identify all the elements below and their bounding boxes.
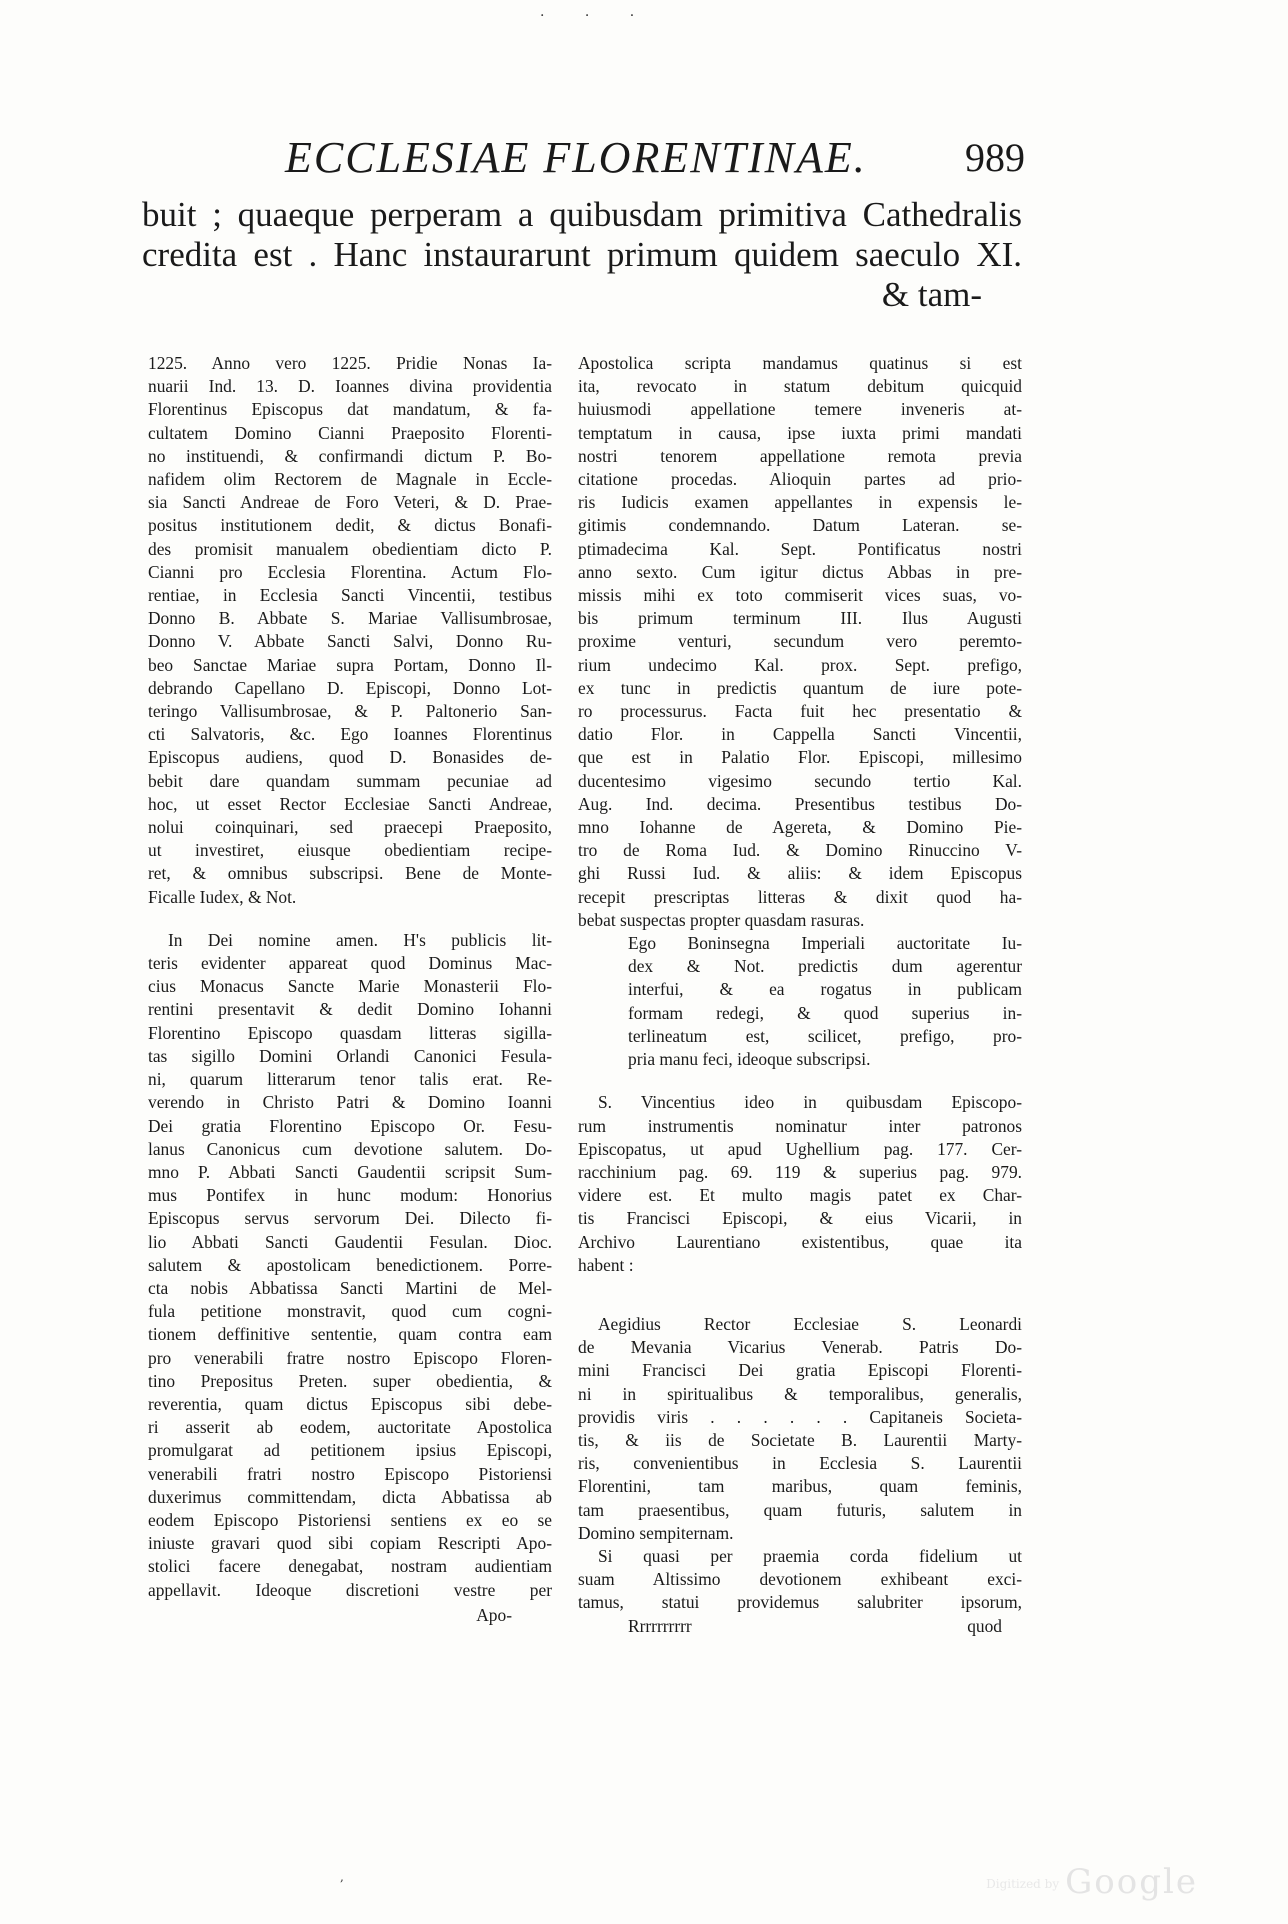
- text-line: cta nobis Abbatissa Sancti Martini de Mel-: [148, 1277, 552, 1298]
- charter-aegidius: [578, 1313, 1022, 1615]
- text-line: que est in Palatio Flor. Episcopi, millesimo: [578, 747, 1022, 768]
- note-line: habent :: [578, 1254, 634, 1275]
- text-line: des promisit manualem obedientiam dicto P.: [148, 538, 552, 559]
- text-line: tamus, statui providemus salubriter ipsorum,: [578, 1592, 1022, 1613]
- text-line: mini Francisci Dei gratia Episcopi Florenti-: [578, 1360, 1022, 1381]
- charter-continuation: [578, 352, 1022, 932]
- print-speck: ,: [340, 1870, 344, 1884]
- right-catchword: quod: [967, 1615, 1002, 1636]
- digitized-watermark: [986, 1862, 1198, 1902]
- print-specks: · · ·: [540, 8, 653, 24]
- text-line: In Dei nomine amen. H's publicis lit-: [168, 929, 552, 950]
- text-line: iniuste gravari quod sibi copiam Rescripti Apo-: [148, 1533, 552, 1554]
- text-line: nuarii Ind. 13. D. Ioannes divina providentia: [148, 376, 552, 397]
- intro-line: credita est . Hanc instaurarunt primum quidem saeculo XI.: [142, 235, 1022, 274]
- text-line: tionem deffinitive sententie, quam contra eam: [148, 1324, 552, 1345]
- text-line: gitimis condemnando. Datum Lateran. se-: [578, 515, 1022, 536]
- text-line: salutem & apostolicam benedictionem. Porre-: [148, 1254, 552, 1275]
- right-column: [578, 352, 1022, 1638]
- text-line: huiusmodi appellatione temere inveneris at-: [578, 399, 1022, 420]
- text-line: tro de Roma Iud. & Domino Rinuccino V-: [578, 840, 1022, 861]
- text-line: Aug. Ind. decima. Presentibus testibus Do-: [578, 793, 1022, 814]
- right-catchword-row: [578, 1615, 1022, 1638]
- text-line: rentini presentavit & dedit Domino Iohanni: [148, 999, 552, 1020]
- text-line: ptimadecima Kal. Sept. Pontificatus nostri: [578, 538, 1022, 559]
- note-line: Episcopatus, ut apud Ughellium pag. 177. Cer-: [578, 1138, 1022, 1159]
- note-line: tis Francisci Episcopi, & eius Vicarii, in: [578, 1208, 1022, 1229]
- signature-line: Ego Boninsegna Imperiali auctoritate Iu-: [628, 933, 1022, 954]
- text-line: recepit prescriptas litteras & dixit quod ha-: [578, 886, 1022, 907]
- text-line: debrando Capellano D. Episcopi, Donno Lot-: [148, 677, 552, 698]
- text-line: Florentinus Episcopus dat mandatum, & fa-: [148, 399, 552, 420]
- text-line: anno sexto. Cum igitur dictus Abbas in pre-: [578, 561, 1022, 582]
- text-line: sia Sancti Andreae de Foro Veteri, & D. Prae-: [148, 492, 552, 513]
- text-line: Florentino Episcopo quasdam litteras sigilla-: [148, 1022, 552, 1043]
- text-line: cultatem Domino Cianni Praeposito Florenti-: [148, 422, 552, 443]
- text-line: 1225. Anno vero 1225. Pridie Nonas Ia-: [148, 353, 552, 373]
- text-line: ro processurus. Facta fuit hec presentatio &: [578, 701, 1022, 722]
- note-line: Archivo Laurentiano existentibus, quae ita: [578, 1231, 1022, 1252]
- text-line: venerabili fratri nostro Episcopo Pistoriensi: [148, 1463, 552, 1484]
- text-line: Ficalle Iudex, & Not.: [148, 886, 297, 907]
- page-number: 989: [965, 135, 1025, 180]
- text-line: temptatum in causa, ipse iuxta primi mandati: [578, 422, 1022, 443]
- editor-note: [578, 1091, 1022, 1277]
- text-line: eodem Episcopo Pistoriensi sentiens ex eo se: [148, 1509, 552, 1530]
- text-line: ris, convenientibus in Ecclesia S. Laurentii: [578, 1453, 1022, 1474]
- text-line: appellavit. Ideoque discretioni vestre per: [148, 1579, 552, 1600]
- note-line: videre est. Et multo magis patet ex Char-: [578, 1185, 1022, 1206]
- notary-signature: [578, 932, 1022, 1071]
- text-line: teringo Vallisumbrosae, & P. Paltonerio San-: [148, 701, 552, 722]
- text-line: ret, & omnibus subscripsi. Bene de Monte-: [148, 863, 552, 884]
- note-line: rum instrumentis nominatur inter patronos: [578, 1115, 1022, 1136]
- text-line: Donno V. Abbate Sancti Salvi, Donno Ru-: [148, 631, 552, 652]
- text-line: duxerimus committendam, dicta Abbatissa ab: [148, 1486, 552, 1507]
- text-line: ni in spiritualibus & temporalibus, generalis,: [578, 1383, 1022, 1404]
- text-line: mus Pontifex in hunc modum: Honorius: [148, 1185, 552, 1206]
- text-line: ita, revocato in statum debitum quicquid: [578, 376, 1022, 397]
- text-line: nolui coinquinari, sed praecepi Praeposito,: [148, 817, 552, 838]
- text-line: citatione procedas. Alioquin partes ad prio-: [578, 469, 1022, 490]
- text-line: Si quasi per praemia corda fidelium ut: [598, 1545, 1022, 1566]
- intro-line: buit ; quaeque perperam a quibusdam primitiva Cathedralis: [142, 195, 1022, 234]
- text-line: bebit dare quandam summam pecuniae ad: [148, 770, 552, 791]
- text-line: teris evidenter appareat quod Dominus Mac-: [148, 953, 552, 974]
- text-line: Dei gratia Florentino Episcopo Or. Fesu-: [148, 1115, 552, 1136]
- signature-line: dex & Not. predictis dum agerentur: [628, 956, 1022, 977]
- page-header: [285, 132, 1025, 180]
- text-line: cius Monacus Sancte Marie Monasterii Flo-: [148, 976, 552, 997]
- text-line: verendo in Christo Patri & Domino Ioanni: [148, 1092, 552, 1113]
- text-line: beo Sanctae Mariae supra Portam, Donno Il-: [148, 654, 552, 675]
- text-line: datio Flor. in Cappella Sancti Vincentii,: [578, 724, 1022, 745]
- left-catchword: Apo-: [476, 1604, 512, 1625]
- text-line: de Mevania Vicarius Venerab. Patris Do-: [578, 1337, 1022, 1358]
- text-line: cti Salvatoris, &c. Ego Ioannes Florentinus: [148, 724, 552, 745]
- text-line: proxime venturi, secundum vero peremto-: [578, 631, 1022, 652]
- intro-paragraph: [142, 195, 1022, 315]
- text-line: ris Iudicis examen appellantes in expensis le-: [578, 492, 1022, 513]
- text-line: tas sigillo Domini Orlandi Canonici Fesula-: [148, 1045, 552, 1066]
- text-line: rentiae, in Ecclesia Sancti Vincentii, testibus: [148, 585, 552, 606]
- text-line: providis viris . . . . . . Capitaneis Societa-: [578, 1406, 1022, 1427]
- text-line: rium undecimo Kal. prox. Sept. prefigo,: [578, 654, 1022, 675]
- signature-line: terlineatum est, scilicet, prefigo, pro-: [628, 1025, 1022, 1046]
- text-line: lanus Canonicus cum devotione salutem. Do-: [148, 1138, 552, 1159]
- text-line: reverentia, quam dictus Episcopus sibi debe-: [148, 1393, 552, 1414]
- text-line: hoc, ut esset Rector Ecclesiae Sancti Andreae,: [148, 793, 552, 814]
- text-line: bebat suspectas propter quasdam rasuras.: [578, 909, 865, 930]
- text-line: promulgarat ad petitionem ipsius Episcopi,: [148, 1440, 552, 1461]
- text-line: tam praesentibus, quam futuris, salutem in: [578, 1499, 1022, 1520]
- text-line: Episcopus servus servorum Dei. Dilecto fi-: [148, 1208, 552, 1229]
- text-line: Domino sempiternam.: [578, 1522, 734, 1543]
- text-line: nafidem olim Rectorem de Magnale in Eccle-: [148, 469, 552, 490]
- text-line: ducentesimo vigesimo secundo tertio Kal.: [578, 770, 1022, 791]
- text-line: ex tunc in predictis quantum de iure pote-: [578, 677, 1022, 698]
- text-line: lio Abbati Sancti Gaudentii Fesulan. Dioc.: [148, 1231, 552, 1252]
- note-line: racchinium pag. 69. 119 & superius pag. 979.: [578, 1161, 1022, 1182]
- signature-line: formam redegi, & quod superius in-: [628, 1002, 1022, 1023]
- text-line: tis, & iis de Societate B. Laurentii Marty-: [578, 1429, 1022, 1450]
- watermark-brand: Google: [1065, 1862, 1198, 1902]
- text-line: Florentini, tam maribus, quam feminis,: [578, 1476, 1022, 1497]
- signature-mark: Rrrrrrrrrr: [628, 1615, 692, 1636]
- text-line: pro venerabili fratre nostro Episcopo Floren-: [148, 1347, 552, 1368]
- signature-line: interfui, & ea rogatus in publicam: [628, 979, 1022, 1000]
- text-line: ni, quarum litterarum tenor talis erat. Re-: [148, 1069, 552, 1090]
- text-line: Episcopus audiens, quod D. Bonasides de-: [148, 747, 552, 768]
- text-line: ut investiret, eiusque obedientiam recipe-: [148, 840, 552, 861]
- text-line: tino Prepositus Preten. super obedientia, &: [148, 1370, 552, 1391]
- intro-catchword: & tam-: [881, 275, 982, 314]
- text-line: ri asserit ab eodem, auctoritate Apostolica: [148, 1417, 552, 1438]
- charter-1225: [148, 352, 552, 909]
- left-column: [148, 352, 552, 1627]
- text-line: fula petitione monstravit, quod cum cogni-: [148, 1301, 552, 1322]
- running-title: ECCLESIAE FLORENTINAE.: [285, 133, 867, 182]
- signature-line: pria manu feci, ideoque subscripsi.: [628, 1049, 871, 1070]
- text-line: Cianni pro Ecclesia Florentina. Actum Flo-: [148, 561, 552, 582]
- text-line: stolici facere denegabat, nostram audientiam: [148, 1556, 552, 1577]
- text-line: bis primum terminum III. Ilus Augusti: [578, 608, 1022, 629]
- text-line: mno P. Abbati Sancti Gaudentii scripsit Sum-: [148, 1161, 552, 1182]
- text-line: missis mihi ex toto commiserit vices suas, vo-: [578, 585, 1022, 606]
- charter-in-dei-nomine: [148, 929, 552, 1602]
- watermark-small: Digitized by: [986, 1877, 1060, 1891]
- text-line: nostri tenorem appellatione remota previa: [578, 445, 1022, 466]
- text-line: suam Altissimo devotionem exhibeant exci-: [578, 1569, 1022, 1590]
- text-line: no instituendi, & confirmandi dictum P. Bo-: [148, 445, 552, 466]
- text-line: Apostolica scripta mandamus quatinus si est: [578, 353, 1022, 373]
- text-line: ghi Russi Iud. & aliis: & idem Episcopus: [578, 863, 1022, 884]
- text-line: Donno B. Abbate S. Mariae Vallisumbrosae,: [148, 608, 552, 629]
- text-line: positus institutionem dedit, & dictus Bonafi-: [148, 515, 552, 536]
- note-line: S. Vincentius ideo in quibusdam Episcopo-: [598, 1092, 1022, 1113]
- text-line: mno Iohanne de Agereta, & Domino Pie-: [578, 817, 1022, 838]
- text-line: Aegidius Rector Ecclesiae S. Leonardi: [598, 1313, 1022, 1334]
